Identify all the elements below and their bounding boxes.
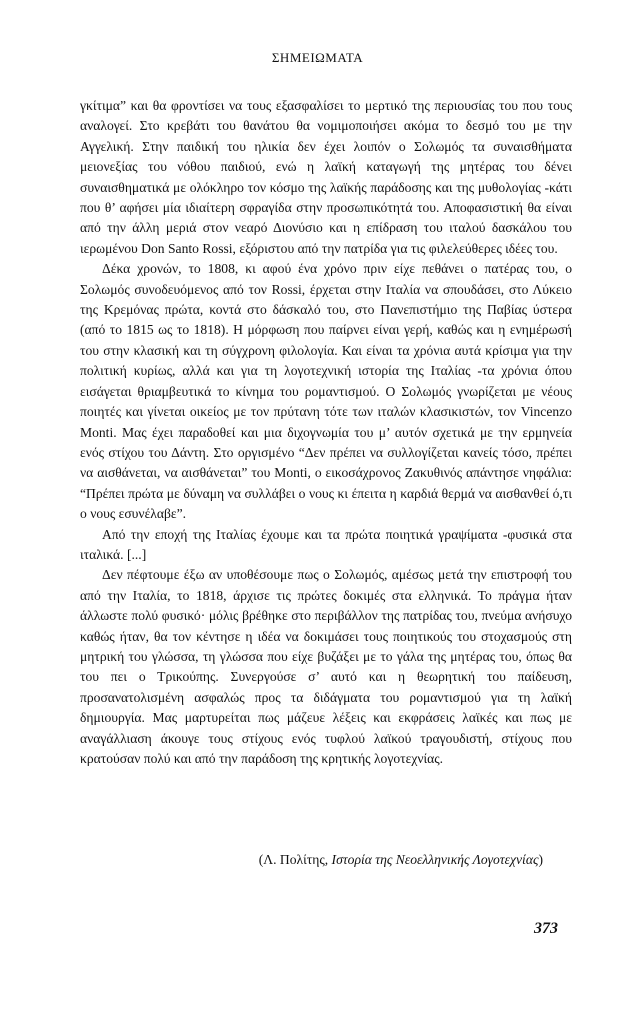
paragraph-1: γκίτιμα” και θα φροντίσει να τους εξασφαλίσει το μερτικό της περιουσίας του που τους αναλογεί. Στο κρεβάτι του θανάτου θα νομιμοποιήσει ακόμα το δεσμό του με την Αγγελική. Στην παιδική του ηλικία δεν έχει λοιπόν ο Σολωμός τα συναισθήματα μειονεξίας του νόθου παιδιού, ενώ η λαϊκή καταγωγή της μητέρας του δένει συναισθηματικά με ολόκληρο τον κόσμο της λαϊκής παράδοσης και της μυθολογίας -κάτι που θ’ αφήσει μία ιδιαίτερη σφραγίδα στην προσωπικότητά του. Αποφασιστική θα είναι από την άλλη μεριά στον νεαρό Διονύσιο και η επίδραση του ιταλού δασκάλου του ιερωμένου Don Santo Rossi, εξόριστου από την πατρίδα για τις φιλελεύθερες ιδέες του.	[80, 98, 572, 256]
citation-close: )	[538, 852, 543, 867]
paragraph-4: Δεν πέφτουμε έξω αν υποθέσουμε πως ο Σολωμός, αμέσως μετά την επιστροφή του από την Ιταλία, το 1818, άρχισε τις πρώτες δοκιμές στα ελληνικά. Το πράγμα ήταν άλλωστε πολύ φυσικό· μόλις βρέθηκε στο περιβάλλον της πατρίδας του, πνεύμα ανήσυχο καθώς ήταν, θα τον κέντησε η ιδέα να δοκιμάσει τους ποιητικούς του στοχασμούς στη μητρική του γλώσσα, τη γλώσσα που είχε βυζάξει με το γάλα της μητέρας του, όπως θα του πει ο Τρικούπης. Συνεργούσε σ’ αυτό και η θεωρητική του παίδευση, προσανατολισμένη ασφαλώς προς τα διδάγματα του ρομαντισμού για τη λαϊκή δημιουργία. Μας μαρτυρείται πως μάζευε λέξεις και εκφράσεις λαϊκές και πως με αναγάλλιαση άκουγε τους στίχους ενός τυφλού λαϊκού τραγουδιστή, στίχους που κρατούσαν πολύ και από την παράδοση της κρητικής λογοτεχνίας.	[80, 567, 572, 766]
citation-author: (Λ. Πολίτης,	[258, 852, 332, 867]
running-head-title: ΣΗΜΕΙΩΜΑΤΑ	[271, 50, 364, 65]
paragraph-2: Δέκα χρονών, το 1808, κι αφού ένα χρόνο πριν είχε πεθάνει ο πατέρας του, ο Σολωμός συνοδευόμενος από τον Rossi, έρχεται στην Ιταλία να σπουδάσει, στο Λύκειο της Κρεμόνας πρώτα, κοντά στο δάσκαλό του, στο Πανεπιστήμιο της Παβίας ύστερα (από το 1815 ως το 1818). Η μόρφωση που παίρνει είναι γερή, καθώς και η ενημέρωσή του στην κλασική και τη σύγχρονη φιλολογία. Και είναι τα χρόνια αυτά κρίσιμα για την πολιτική κυρίως, αλλά και για τη λογοτεχνική ιστορία της Ιταλίας -τα χρόνια όπου εισάγεται θριαμβευτικά το κίνημα του ρομαντισμού. Ο Σολωμός γνωρίζεται με νέους ποιητές και γίνεται οικείος με τον πρύτανη τότε των ιταλών κλασικιστών, τον Vincenzo Monti. Μας έχει παραδοθεί και μια διχογνωμία του μ’ αυτόν σχετικά με την ερμηνεία ενός στίχου του Δάντη. Στο οργισμένο “Δεν πρέπει να συλλογίζεται κανείς τόσο, πρέπει να αισθάνεται, να αισθάνεται” του Monti, ο εικοσάχρονος Ζακυθινός απάντησε νηφάλια: “Πρέπει πρώτα με δύναμη να συλλάβει ο νους κι έπειτα η καρδιά θερμά να αισθανθεί ό,τι ο νους εσυνέλαβε”.	[80, 261, 572, 522]
source-citation	[80, 852, 543, 868]
paragraph-3: Από την εποχή της Ιταλίας έχουμε και τα πρώτα ποιητικά γραψίματα -φυσικά στα ιταλικά. [...]	[80, 526, 572, 562]
citation-work-title: Ιστορία της Νεοελληνικής Λογοτεχνίας	[331, 852, 539, 867]
body-text	[80, 96, 572, 769]
page-number: 373	[534, 920, 558, 937]
